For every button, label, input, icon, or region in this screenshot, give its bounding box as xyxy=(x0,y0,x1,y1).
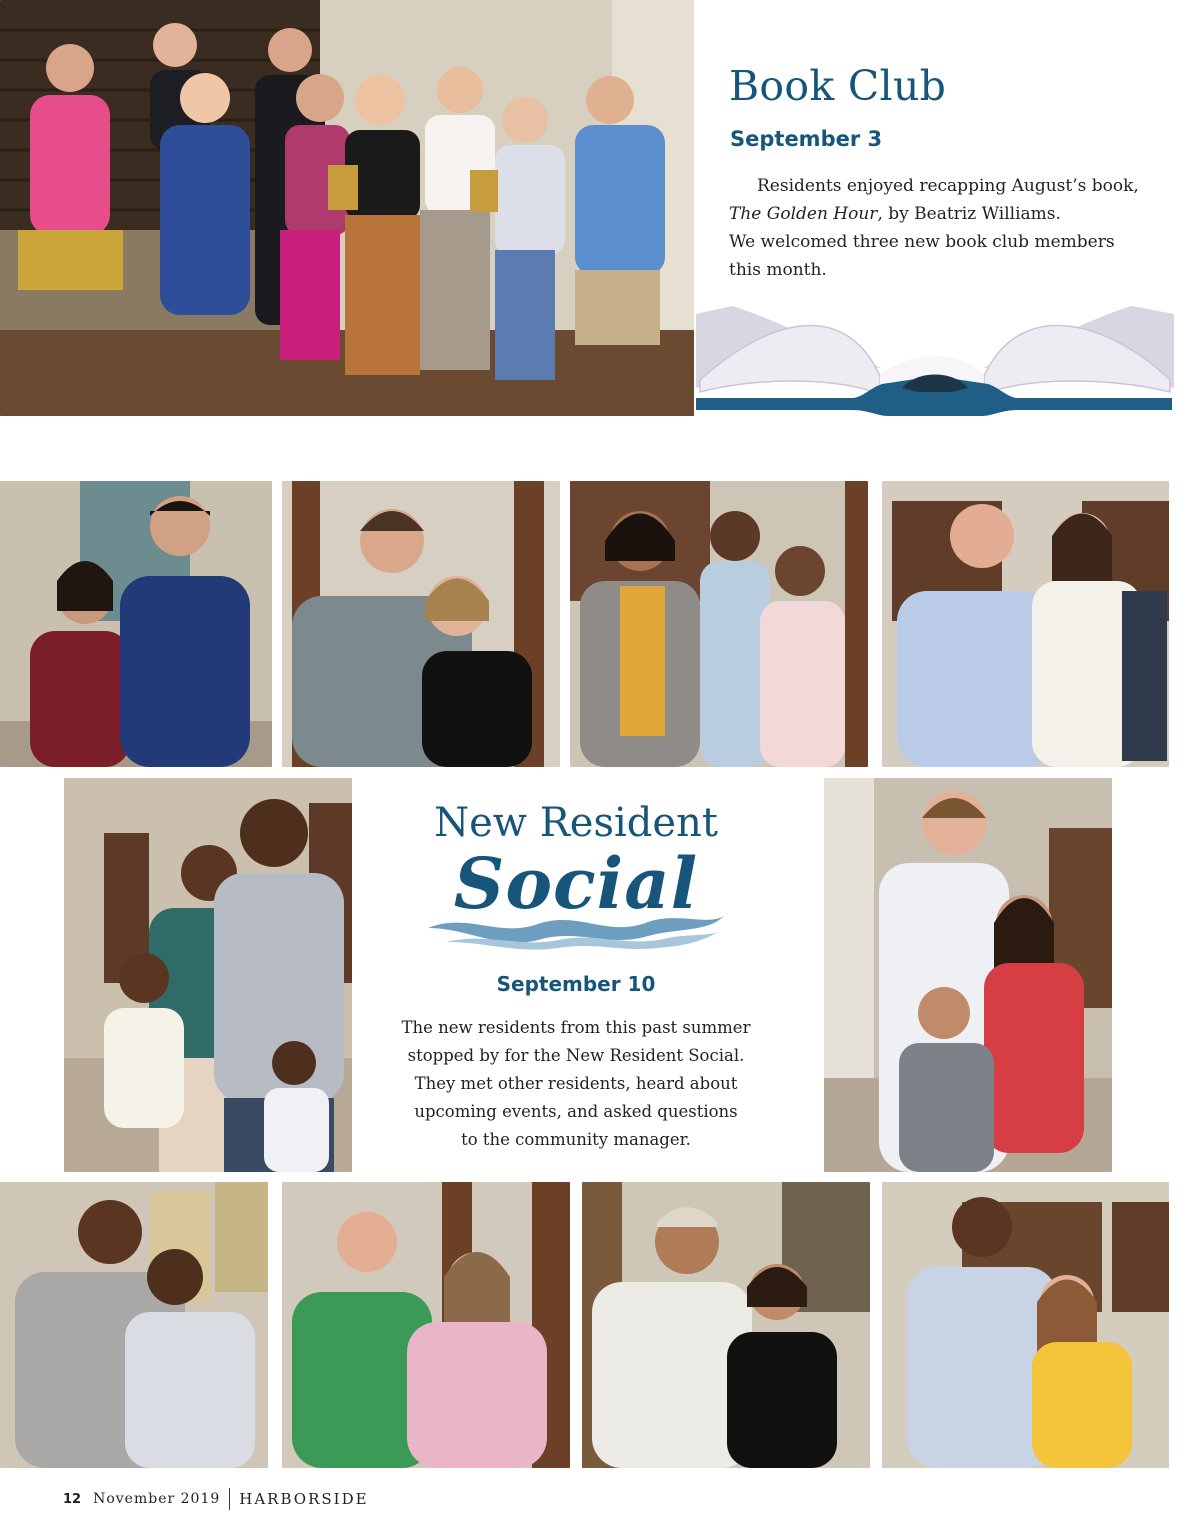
book-club-line-3: We welcomed three new book club members xyxy=(729,232,1115,252)
book-club-line-1: Residents enjoyed recapping August’s book, xyxy=(757,176,1139,196)
book-club-title: Book Club xyxy=(729,62,947,110)
wave-ornament-icon xyxy=(428,902,728,952)
footer-divider xyxy=(229,1488,230,1510)
social-body xyxy=(385,1014,767,1154)
resident-couple-photo-7 xyxy=(882,1182,1169,1468)
resident-family-photo-2 xyxy=(64,778,352,1172)
open-book-icon xyxy=(692,284,1178,418)
social-line-4: upcoming events, and asked questions xyxy=(414,1102,738,1121)
book-title: The Golden Hour xyxy=(729,204,878,224)
resident-couple-photo-4 xyxy=(0,1182,268,1468)
book-club-group-photo xyxy=(0,0,694,416)
book-club-line-4: this month. xyxy=(729,260,827,280)
page-footer xyxy=(63,1487,369,1511)
social-line-5: to the community manager. xyxy=(461,1130,691,1149)
issue-date: November 2019 xyxy=(93,1491,221,1507)
social-line-2: stopped by for the New Resident Social. xyxy=(407,1046,745,1065)
social-line-1: The new residents from this past summer xyxy=(401,1018,751,1037)
book-club-date: September 3 xyxy=(730,127,883,151)
resident-couple-photo-5 xyxy=(282,1182,570,1468)
resident-couple-photo-6 xyxy=(582,1182,870,1468)
book-club-body xyxy=(729,172,1169,284)
social-title-line-2: Social xyxy=(453,842,699,925)
resident-couple-photo-1 xyxy=(0,481,272,767)
resident-family-photo-1 xyxy=(570,481,868,767)
resident-family-photo-3 xyxy=(824,778,1112,1172)
social-line-3: They met other residents, heard about xyxy=(414,1074,738,1093)
magazine-name: HARBORSIDE xyxy=(239,1490,369,1508)
social-title-line-1: New Resident xyxy=(434,800,718,846)
book-club-line-2 xyxy=(729,204,1061,224)
resident-couple-photo-3 xyxy=(882,481,1169,767)
social-date: September 10 xyxy=(496,972,656,996)
book-club-line-2-rest: , by Beatriz Williams. xyxy=(877,204,1061,224)
page-number: 12 xyxy=(63,1491,82,1507)
resident-couple-photo-2 xyxy=(282,481,560,767)
